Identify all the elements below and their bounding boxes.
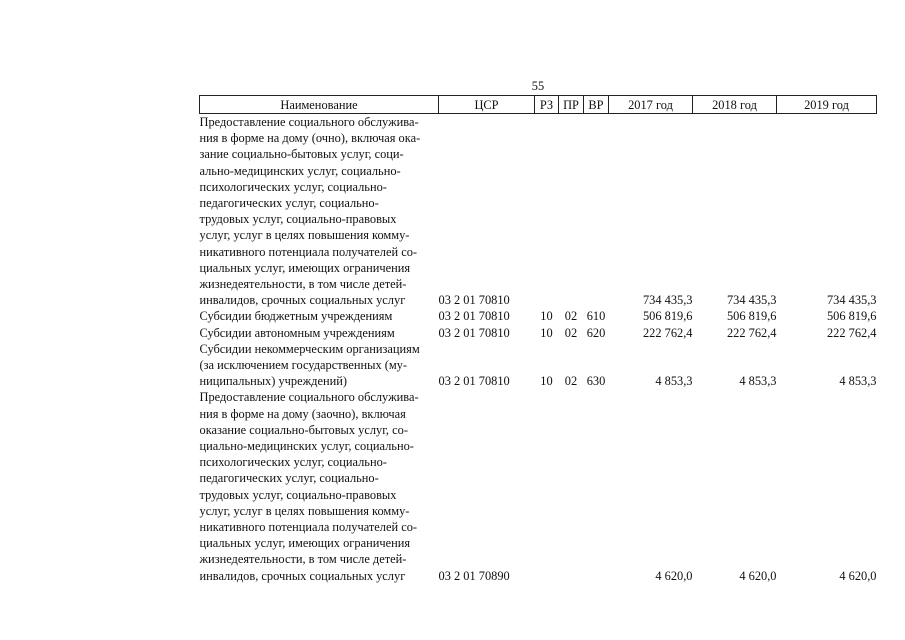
cell-pr (559, 114, 584, 309)
name-line: никативного потенциала получателей со- (199, 520, 418, 535)
name-line: психологических услуг, социально- (199, 455, 387, 470)
cell-csr: 03 2 01 70810 (438, 309, 510, 324)
name-line: ния в форме на дому (заочно), включая (199, 406, 406, 421)
name-line: инвалидов, срочных социальных услуг (199, 293, 406, 308)
cell-2017: 4 620,0 (655, 568, 693, 583)
cell-2017: 734 435,3 (642, 293, 693, 308)
cell-2018: 222 762,4 (726, 325, 777, 340)
name-line: инвалидов, срочных социальных услуг (199, 568, 406, 583)
header-vr: ВР (584, 96, 609, 114)
cell-csr: 03 2 01 70810 (438, 325, 510, 340)
name-line: трудовых услуг, социально-правовых (199, 212, 397, 227)
cell-2019: 734 435,3 (826, 293, 877, 308)
cell-name (200, 114, 439, 309)
cell-csr: 03 2 01 70890 (438, 568, 510, 583)
table-row (200, 389, 877, 583)
cell-rz: 10 (540, 325, 553, 340)
cell-vr: 620 (586, 325, 606, 340)
name-line: психологических услуг, социально- (199, 179, 387, 194)
cell-pr: 02 (564, 374, 578, 389)
table-row (200, 341, 877, 390)
cell-2018: 506 819,6 (726, 309, 777, 324)
table-row (200, 308, 877, 324)
cell-rz (535, 389, 559, 583)
name-line: услуг, услуг в целях повышения комму- (199, 503, 410, 518)
budget-table (199, 95, 877, 584)
name-line: Субсидии автономным учреждениям (199, 325, 395, 340)
table-row (200, 325, 877, 341)
name-line: трудовых услуг, социально-правовых (199, 487, 397, 502)
header-rz: РЗ (535, 96, 559, 114)
name-line: жизнедеятельности, в том числе детей- (199, 277, 407, 292)
name-line: педагогических услуг, социально- (199, 196, 379, 211)
name-line: циальных услуг, имеющих ограничения (199, 260, 411, 275)
cell-2019: 506 819,6 (826, 309, 877, 324)
cell-vr: 610 (586, 309, 606, 324)
cell-vr: 630 (586, 374, 606, 389)
cell-name (200, 341, 439, 390)
name-line: услуг, услуг в целях повышения комму- (199, 228, 410, 243)
name-line: ально-медицинских услуг, социально- (199, 163, 401, 178)
name-line: ния в форме на дому (очно), включая ока- (199, 131, 421, 146)
header-csr: ЦСР (439, 96, 535, 114)
cell-name (200, 389, 439, 583)
name-line: оказание социально-бытовых услуг, со- (199, 422, 408, 437)
cell-rz (535, 114, 559, 309)
cell-2019: 222 762,4 (826, 325, 877, 340)
cell-csr: 03 2 01 70810 (438, 293, 510, 308)
name-line: (за исключением государственных (му- (199, 358, 408, 373)
cell-2018: 4 620,0 (739, 568, 777, 583)
name-line: Предоставление социального обслужива- (199, 115, 419, 129)
header-2017: 2017 год (609, 96, 693, 114)
cell-vr (584, 114, 609, 309)
cell-2017: 506 819,6 (642, 309, 693, 324)
name-line: педагогических услуг, социально- (199, 471, 379, 486)
header-2019: 2019 год (777, 96, 877, 114)
page-number: 55 (531, 79, 545, 93)
name-line: зание социально-бытовых услуг, соци- (199, 147, 404, 162)
name-line: Субсидии бюджетным учреждениям (199, 309, 393, 324)
cell-2019: 4 620,0 (839, 568, 877, 583)
name-line: жизнедеятельности, в том числе детей- (199, 552, 407, 567)
table-body (200, 114, 877, 584)
name-line: циальных услуг, имеющих ограничения (199, 536, 411, 551)
cell-rz: 10 (540, 309, 553, 324)
name-line: никативного потенциала получателей со- (199, 244, 418, 259)
table-header-row (200, 96, 877, 114)
cell-pr: 02 (564, 309, 578, 324)
cell-2017: 4 853,3 (655, 374, 693, 389)
cell-pr (559, 389, 584, 583)
name-line: ниципальных) учреждений) (199, 374, 347, 389)
name-line: циально-медицинских услуг, социально- (199, 439, 414, 454)
table-row (200, 114, 877, 309)
cell-rz: 10 (540, 374, 553, 389)
cell-2018: 4 853,3 (739, 374, 777, 389)
header-name: Наименование (200, 96, 439, 114)
cell-2017: 222 762,4 (642, 325, 693, 340)
cell-csr: 03 2 01 70810 (438, 374, 510, 389)
cell-vr (584, 389, 609, 583)
name-line: Предоставление социального обслужива- (199, 390, 419, 405)
cell-name (200, 325, 439, 341)
cell-2018: 734 435,3 (726, 293, 777, 308)
cell-2019: 4 853,3 (839, 374, 877, 389)
header-pr: ПР (559, 96, 584, 114)
header-2018: 2018 год (693, 96, 777, 114)
cell-pr: 02 (564, 325, 578, 340)
name-line: Субсидии некоммерческим организациям (199, 341, 420, 356)
cell-name (200, 308, 439, 324)
